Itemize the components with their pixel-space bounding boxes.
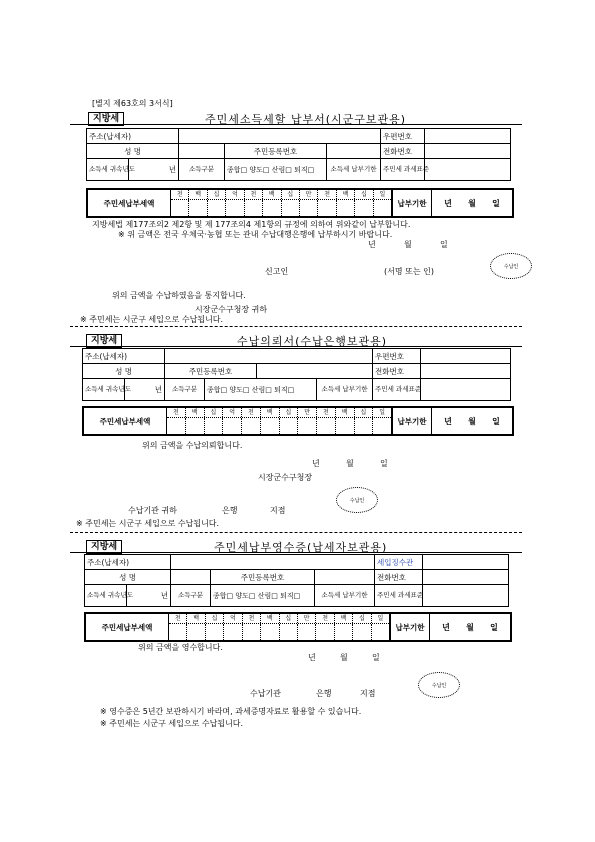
tax-standard-field[interactable] <box>421 379 511 401</box>
retention-note: ※ 영수증은 5년간 보관하시기 바라며, 과세증명자료로 활용할 수 있습니다. <box>100 707 362 716</box>
amount-digits[interactable]: 천 백 십 억 천 백 십 만 천 백 십 일 <box>167 408 391 434</box>
income-year-field[interactable]: 년 <box>127 585 171 607</box>
phone-label: 전화번호 <box>375 570 423 585</box>
date-month: 월 <box>346 459 354 468</box>
amount-label: 주민세납부세액 <box>86 614 169 640</box>
address-field[interactable] <box>171 555 375 570</box>
authority-text: 시장군수구청장 <box>258 473 313 482</box>
due-date[interactable]: 년 월 일 <box>444 416 500 426</box>
law-text: 지방세법 제177조의2 제2항 및 제 177조의4 제1항의 규정에 의하여 위와같이 납부합니다. <box>92 220 411 229</box>
section2-amount-row <box>82 406 514 436</box>
collector-field[interactable] <box>423 555 509 570</box>
date-day: 일 <box>380 459 388 468</box>
section1-footnote: ※ 주민세는 시군구 세입으로 수납됩니다. <box>80 315 224 324</box>
notice-text: 위의 금액을 수납하였음을 통지합니다. <box>112 291 246 300</box>
address-label: 주소(납세자) <box>83 349 165 364</box>
collector-label: 세입징수관 <box>375 555 423 570</box>
income-year-field[interactable]: 년 <box>125 379 165 401</box>
phone-label: 전화번호 <box>373 364 421 379</box>
stamp-circle: 수납인 <box>490 253 532 279</box>
rrn-field[interactable] <box>327 144 381 159</box>
amount-label: 주민세납부세액 <box>88 190 171 216</box>
request-text: 위의 금액을 수납의뢰합니다. <box>142 441 243 450</box>
income-year-label: 소득세 귀속년도 <box>85 585 127 607</box>
name-label: 성 명 <box>85 570 171 585</box>
phone-label: 전화번호 <box>381 144 425 159</box>
rrn-label: 주민등록번호 <box>165 364 257 379</box>
rrn-label: 주민등록번호 <box>225 144 327 159</box>
address-field[interactable] <box>179 129 381 144</box>
postal-label: 우편번호 <box>373 349 421 364</box>
tax-standard-label: 주민세 과세표준 <box>381 159 425 181</box>
section1-rule <box>70 124 522 125</box>
address-label: 주소(납세자) <box>87 129 179 144</box>
section3-amount-row <box>84 612 512 642</box>
name-field[interactable] <box>171 570 211 585</box>
income-year-label: 소득세 귀속년도 <box>83 379 125 401</box>
branch-label: 지점 <box>360 689 376 698</box>
section3-title: 주민세납부영수증(납세자보관용) <box>214 541 388 554</box>
date-year: 년 <box>368 240 376 249</box>
tax-standard-field[interactable] <box>423 585 509 607</box>
postal-field[interactable] <box>421 349 511 364</box>
phone-field[interactable] <box>423 570 509 585</box>
income-year-field[interactable]: 년 <box>129 159 179 181</box>
section2-rule <box>70 346 522 347</box>
amount-digits[interactable]: 천 백 십 억 천 백 십 만 천 백 십 일 <box>169 614 389 640</box>
rrn-label: 주민등록번호 <box>211 570 315 585</box>
due-label: 납부기한 <box>391 190 432 216</box>
income-type-options[interactable]: 종합□ 양도□ 산림□ 퇴직□ <box>225 159 327 181</box>
address-field[interactable] <box>165 349 373 364</box>
tax-standard-field[interactable] <box>425 159 511 181</box>
tax-standard-label: 주민세 과세표준 <box>375 585 423 607</box>
due-date[interactable]: 년 월 일 <box>442 622 498 632</box>
name-label: 성 명 <box>87 144 179 159</box>
rrn-field[interactable] <box>257 364 373 379</box>
date-month: 월 <box>340 653 348 662</box>
branch-label: 지점 <box>270 506 286 515</box>
amount-label: 주민세납부세액 <box>84 408 167 434</box>
income-type-options[interactable]: 종합□ 양도□ 산림□ 퇴직□ <box>205 379 317 401</box>
section2-form <box>82 348 511 401</box>
cut-line <box>70 326 522 327</box>
agency-label: 수납기관 <box>250 689 281 698</box>
cut-line <box>70 532 522 533</box>
local-tax-tag: 지방세 <box>88 112 124 126</box>
stamp-circle: 수납인 <box>336 487 378 513</box>
section1-form <box>86 128 511 181</box>
postal-field[interactable] <box>425 129 511 144</box>
reporter-label: 신고인 <box>265 267 289 276</box>
date-year: 년 <box>312 459 320 468</box>
date-month: 월 <box>404 240 412 249</box>
signature-label: (서명 또는 인) <box>384 267 434 276</box>
phone-field[interactable] <box>421 364 511 379</box>
tax-standard-label: 주민세 과세표준 <box>373 379 421 401</box>
income-type-options[interactable]: 종합□ 양도□ 산림□ 퇴직□ <box>211 585 315 607</box>
date-day: 일 <box>372 653 380 662</box>
income-year-label: 소득세 귀속년도 <box>87 159 129 181</box>
postal-label: 우편번호 <box>381 129 425 144</box>
section3-rule <box>70 552 522 553</box>
section1-amount-row <box>86 188 514 218</box>
date-year: 년 <box>308 653 316 662</box>
section2-footnote: ※ 주민세는 시군구 세입으로 수납됩니다. <box>76 519 220 528</box>
local-tax-tag: 지방세 <box>86 540 122 554</box>
rrn-field[interactable] <box>315 570 375 585</box>
section3-form <box>84 554 509 607</box>
section2-title: 수납의뢰서(수납은행보관용) <box>237 335 388 348</box>
address-label: 주소(납세자) <box>85 555 171 570</box>
due-label: 납부기한 <box>391 408 432 434</box>
income-type-label: 소득구분 <box>165 379 205 401</box>
agency-label: 수납기관 귀하 <box>128 506 177 515</box>
section3-footnote: ※ 주민세는 시군구 세입으로 수납됩니다. <box>100 719 244 728</box>
local-tax-tag: 지방세 <box>86 334 122 348</box>
section1-title: 주민세소득세할 납부서(시군구보관용) <box>205 113 407 126</box>
date-day: 일 <box>440 240 448 249</box>
name-field[interactable] <box>179 144 225 159</box>
bank-label: 은행 <box>316 689 332 698</box>
income-due-label: 소득세 납부기한 <box>315 585 375 607</box>
form-number: [별지 제63호의 3서식] <box>92 99 173 108</box>
income-type-label: 소득구분 <box>171 585 211 607</box>
bank-label: 은행 <box>222 506 238 515</box>
recipient-text: 시장군수구청장 귀하 <box>195 305 268 314</box>
name-label: 성 명 <box>83 364 165 379</box>
bank-text: ※ 위 금액은 전국 우체국·농협 또는 관내 수납대행은행에 납부하시기 바랍니다. <box>118 230 393 239</box>
receipt-text: 위의 금액을 영수합니다. <box>138 643 223 652</box>
due-date[interactable]: 년 월 일 <box>444 198 500 208</box>
income-due-label: 소득세 납부기한 <box>317 379 373 401</box>
due-label: 납부기한 <box>389 614 430 640</box>
stamp-circle: 수납인 <box>418 672 460 698</box>
income-due-label: 소득세 납부기한 <box>327 159 381 181</box>
phone-field[interactable] <box>425 144 511 159</box>
income-type-label: 소득구분 <box>179 159 225 181</box>
amount-digits[interactable]: 천 백 십 억 천 백 십 만 천 백 십 일 <box>171 190 391 216</box>
